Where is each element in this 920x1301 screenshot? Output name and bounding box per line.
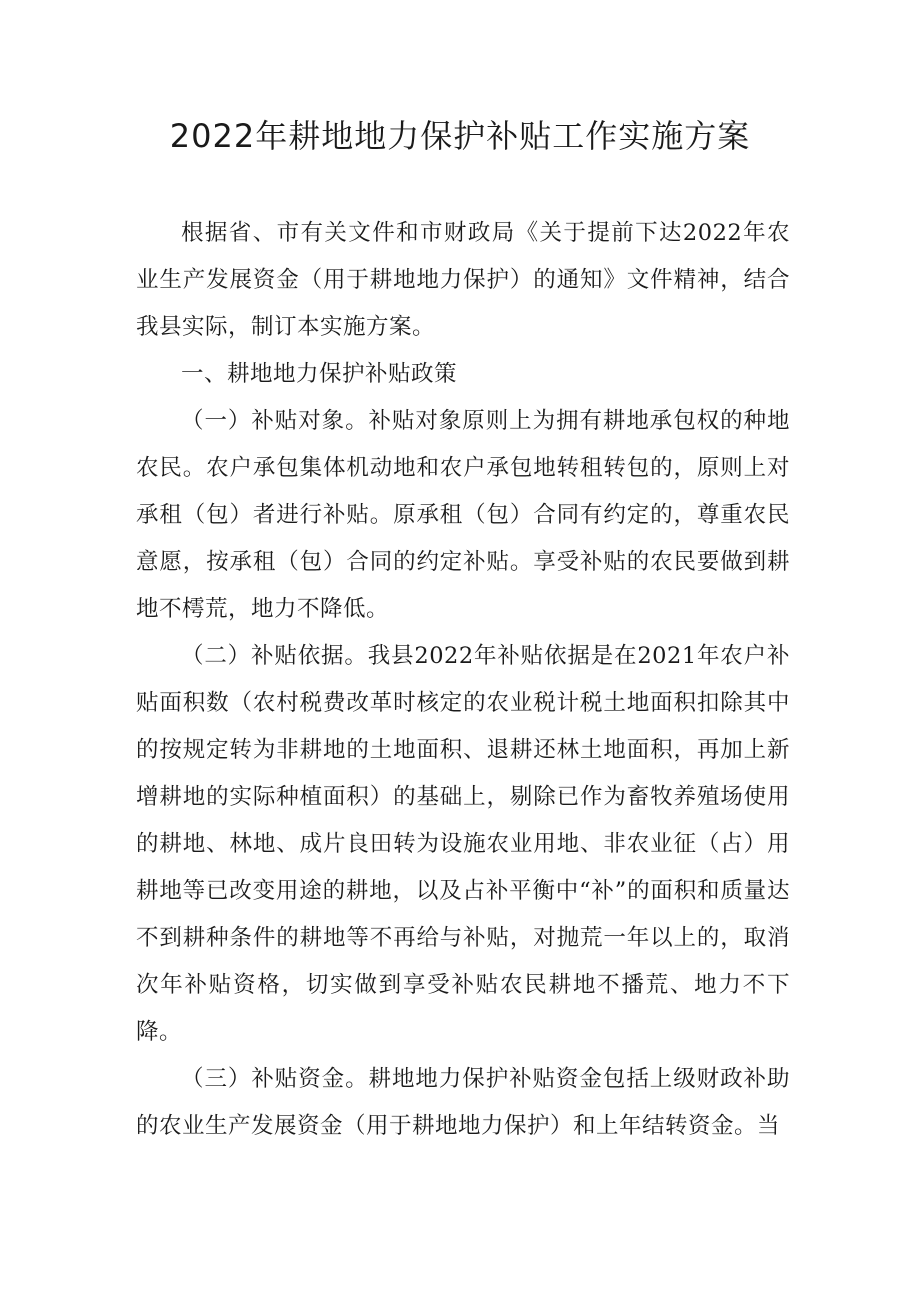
paragraph-subsidy-target: （一）补贴对象。补贴对象原则上为拥有耕地承包权的种地农民。农户承包集体机动地和农户承包地转租转包的，原则上对承租（包）者进行补贴。原承租（包）合同有约定的，尊重农民意愿，按承租（包）合同的约定补贴。享受补贴的农民要做到耕地不樗荒，地力不降低。: [136, 408, 790, 622]
paragraph-subsidy-basis: （二）补贴依据。我县2022年补贴依据是在2021年农户补贴面积数（农村税费改革时核定的农业税计税土地面积扣除其中的按规定转为非耕地的土地面积、退耕还林土地面积，再加上新增耕地的实际种植面积）的基础上，剔除已作为畜牧养殖场使用的耕地、林地、成片良田转为设施农业用地、非农业征（占）用耕地等已改变用途的耕地，以及占补平衡中“补”的面积和质量达不到耕种条件的耕地等不再给与补贴，对抛荒一年以上的，取消次年补贴资格，切实做到享受补贴农民耕地不播荒、地力不下降。: [136, 643, 790, 1045]
document-title: 2022年耕地地力保护补贴工作实施方案: [169, 117, 751, 155]
paragraph-subsidy-funds: （三）补贴资金。耕地地力保护补贴资金包括上级财政补助的农业生产发展资金（用于耕地地力保护）和上年结转资金。当: [136, 1066, 790, 1139]
document-body: [136, 210, 790, 1150]
section-heading-policy: 一、耕地地力保护补贴政策: [181, 361, 458, 387]
paragraph-intro: 根据省、市有关文件和市财政局《关于提前下达2022年农业生产发展资金（用于耕地地力保护）的通知》文件精神，结合我县实际，制订本实施方案。: [136, 220, 790, 340]
